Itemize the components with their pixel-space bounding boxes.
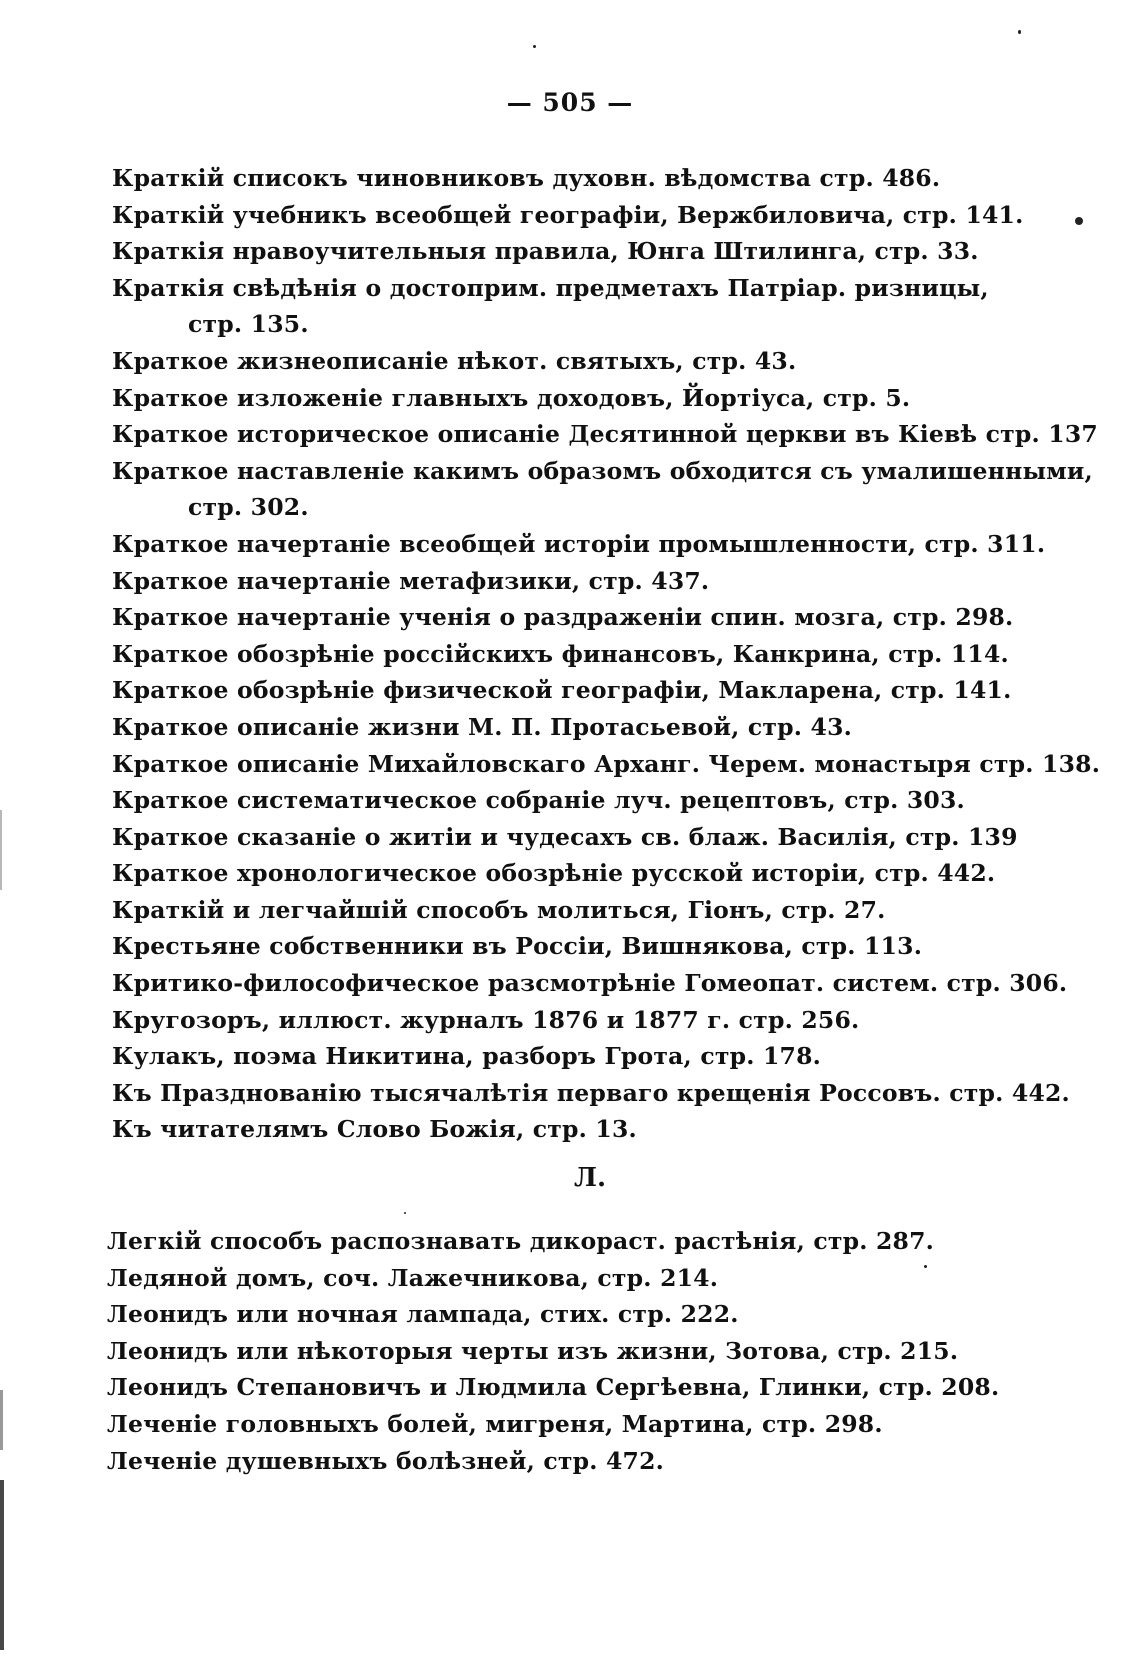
- entry-text: Краткое обозрѣніе физической географіи, Макларена, стр. 141.: [112, 676, 1012, 705]
- scan-speck: [1018, 30, 1021, 34]
- entry-text: Краткій учебникъ всеобщей географіи, Вержбиловича, стр. 141.: [112, 200, 1024, 229]
- index-entry: [112, 233, 1012, 270]
- index-entry: [112, 672, 1012, 709]
- index-entry: [112, 1111, 1012, 1148]
- index-entry: [112, 746, 1101, 783]
- entry-text: Краткое начертаніе ученія о раздраженіи спин. мозга, стр. 298.: [112, 603, 1014, 632]
- entry-text: Краткій списокъ чиновниковъ духовн. вѣдомства стр. 486.: [112, 164, 941, 192]
- entry-text: Краткое жизнеописаніе нѣкот. святыхъ, стр. 43.: [112, 346, 797, 375]
- entry-text: Краткое историческое описаніе Десятинной церкви въ Кіевѣ стр. 137: [112, 420, 1098, 449]
- scan-edge-mark: [0, 1480, 4, 1650]
- entry-text: Кулакъ, поэма Никитина, разборъ Грота, стр. 178.: [112, 1042, 822, 1071]
- entry-text: Леонидъ или нѣкоторыя черты изъ жизни, Зотова, стр. 215.: [107, 1336, 959, 1365]
- index-entry: [112, 563, 1012, 600]
- page-number: — 505 —: [506, 88, 634, 117]
- index-entry: [112, 380, 1012, 417]
- entry-text: Крестьяне собственники въ Россіи, Вишнякова, стр. 113.: [112, 932, 923, 961]
- entry-text: Краткое начертаніе метафизики, стр. 437.: [112, 566, 710, 595]
- entry-continuation: стр. 302.: [188, 493, 309, 522]
- index-entry: [112, 160, 1012, 197]
- index-entry: [112, 709, 1012, 746]
- index-entry: [112, 343, 1012, 380]
- index-entry: [112, 1002, 1012, 1039]
- entry-text: Краткія свѣдѣнія о достоприм. предметахъ Патріар. ризницы,: [112, 273, 989, 302]
- index-entry: [112, 526, 1046, 563]
- index-entry: [112, 1038, 1012, 1075]
- entry-text: Ледяной домъ, соч. Лажечникова, стр. 214.: [107, 1263, 719, 1292]
- scan-speck: [1075, 217, 1083, 225]
- index-entry: [112, 965, 1068, 1002]
- entry-text: Краткое систематическое собраніе луч. рецептовъ, стр. 303.: [112, 786, 965, 815]
- index-entry: [112, 928, 1012, 965]
- index-entry: [107, 1223, 1007, 1260]
- index-entry: [112, 636, 1012, 673]
- index-entry: [112, 197, 1024, 234]
- entry-text: Леонидъ Степановичъ и Людмила Сергѣевна, Глинки, стр. 208.: [107, 1373, 1000, 1402]
- index-entry: [112, 453, 1093, 526]
- scan-speck: [404, 1212, 406, 1214]
- index-entry: [107, 1260, 1007, 1297]
- scan-edge-mark: [0, 1390, 3, 1450]
- index-entry: [112, 892, 1012, 929]
- index-entry: [107, 1296, 1007, 1333]
- entry-text: Краткое наставленіе какимъ образомъ обходится съ умалишенными,: [112, 456, 1093, 485]
- entry-text: Краткое изложеніе главныхъ доходовъ, Йортіуса, стр. 5.: [112, 383, 911, 412]
- entry-text: Краткія нравоучительныя правила, Юнга Штилинга, стр. 33.: [112, 237, 979, 266]
- index-entry: [112, 782, 1012, 819]
- scan-edge-mark: [0, 810, 2, 890]
- entry-continuation: стр. 135.: [188, 310, 309, 339]
- entry-text: Краткое описаніе Михайловскаго Арханг. Черем. монастыря стр. 138.: [112, 749, 1101, 778]
- index-entry: [112, 855, 1012, 892]
- entry-text: Краткое сказаніе о житіи и чудесахъ св. блаж. Василія, стр. 139: [112, 822, 1018, 851]
- entry-text: Критико-философическое разсмотрѣніе Гомеопат. систем. стр. 306.: [112, 969, 1068, 998]
- index-section-k: [112, 160, 1101, 1148]
- entry-text: Легкій способъ распознавать дикораст. растѣнія, стр. 287.: [107, 1227, 935, 1255]
- index-entry: [112, 270, 1012, 343]
- index-entry: [107, 1443, 1007, 1480]
- index-entry: [107, 1333, 1007, 1370]
- scan-speck: [924, 1265, 927, 1268]
- entry-text: Къ Празднованію тысячалѣтія перваго крещенія Россовъ. стр. 442.: [112, 1078, 1070, 1107]
- entry-text: Краткое обозрѣніе россійскихъ финансовъ, Канкрина, стр. 114.: [112, 639, 1009, 668]
- index-entry: [107, 1369, 1007, 1406]
- index-entry: [112, 1075, 1070, 1112]
- entry-text: Леченіе душевныхъ болѣзней, стр. 472.: [107, 1446, 665, 1475]
- entry-text: Краткій и легчайшій способъ молиться, Гіонъ, стр. 27.: [112, 895, 886, 924]
- index-entry: [112, 819, 1018, 856]
- index-section-l: [107, 1223, 1007, 1479]
- index-entry: [112, 599, 1012, 636]
- entry-text: Краткое хронологическое обозрѣніе русской исторіи, стр. 442.: [112, 859, 996, 888]
- entry-text: Леонидъ или ночная лампада, стих. стр. 222.: [107, 1300, 739, 1329]
- scan-speck: [533, 45, 536, 48]
- entry-text: Краткое начертаніе всеобщей исторіи промышленности, стр. 311.: [112, 529, 1046, 558]
- index-entry: [107, 1406, 1007, 1443]
- section-letter-heading: Л.: [573, 1163, 607, 1193]
- entry-text: Краткое описаніе жизни М. П. Протасьевой, стр. 43.: [112, 712, 853, 741]
- index-entry: [112, 416, 1098, 453]
- entry-text: Кругозоръ, иллюст. журналъ 1876 и 1877 г. стр. 256.: [112, 1005, 860, 1034]
- entry-text: Леченіе головныхъ болей, мигреня, Мартина, стр. 298.: [107, 1409, 883, 1438]
- entry-text: Къ читателямъ Слово Божія, стр. 13.: [112, 1115, 637, 1144]
